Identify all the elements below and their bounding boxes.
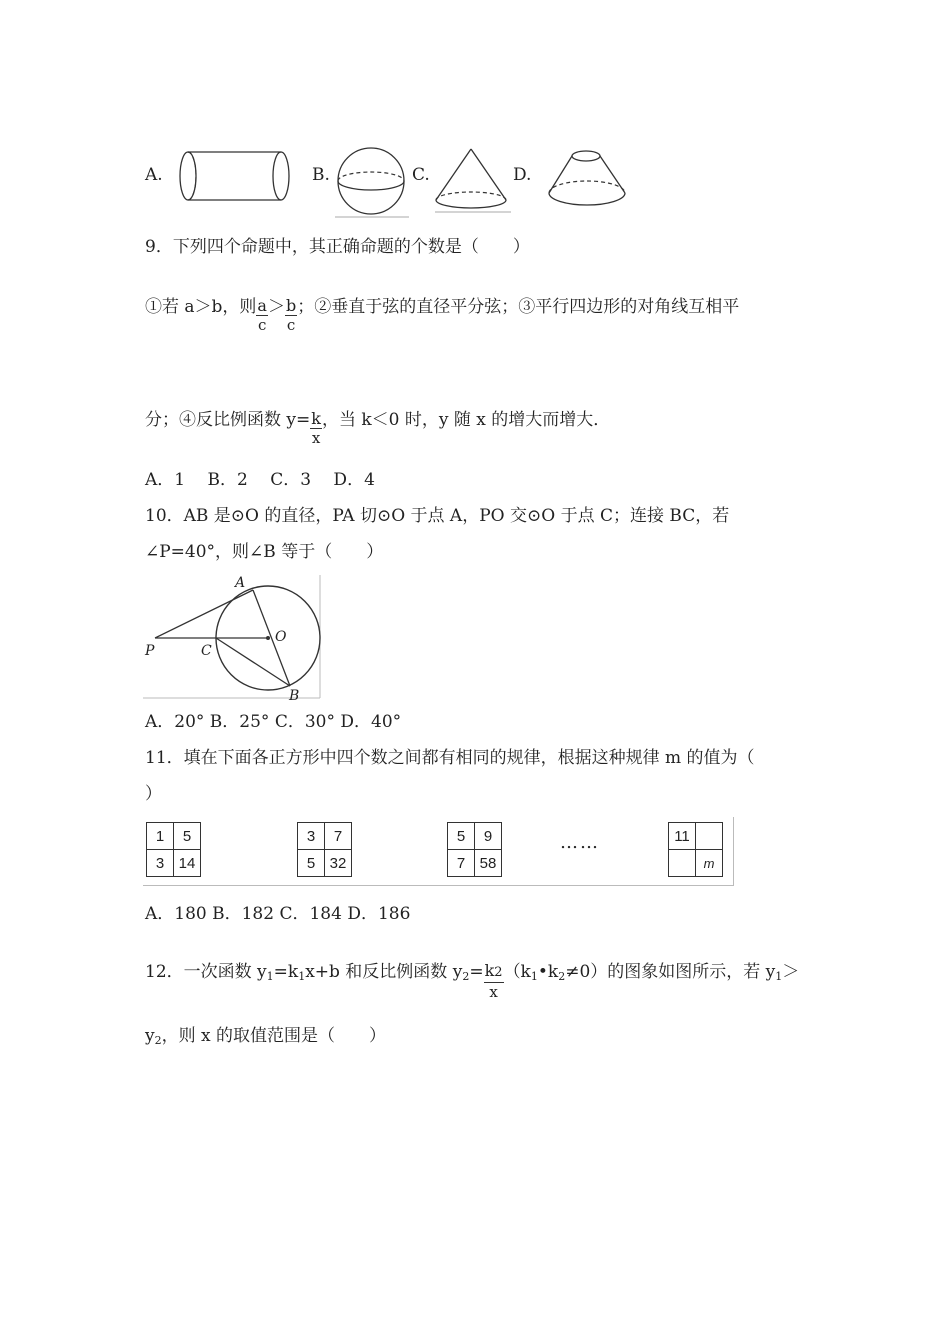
- numerator-k: k: [484, 961, 495, 980]
- point-c-label: C: [201, 643, 212, 659]
- square-cell: 7: [325, 823, 352, 850]
- q9-s1-pre: ①若 a＞b，则: [145, 297, 257, 317]
- square-cell: 7: [448, 850, 475, 877]
- q9-statement-line2: [145, 410, 610, 447]
- fraction-numerator: k: [311, 409, 321, 428]
- subscript: 1: [266, 970, 274, 983]
- square-cell: 9: [475, 823, 502, 850]
- fraction-denominator: x: [311, 429, 321, 447]
- q11-figure-border: [143, 817, 734, 886]
- square-cell: 14: [174, 850, 201, 877]
- q11-answers: A．180 B．182 C．184 D．186: [145, 904, 411, 924]
- subscript: 2: [462, 970, 470, 983]
- subscript: 2: [558, 970, 566, 983]
- subscript: 1: [298, 970, 306, 983]
- q12-text: =k: [273, 962, 299, 982]
- q12-text: •k: [537, 962, 559, 982]
- square-cell: 3: [147, 850, 174, 877]
- fraction-numerator: a: [257, 296, 267, 315]
- subscript: 2: [154, 1034, 162, 1047]
- q10-line2: ∠P=40°，则∠B 等于（ ）: [145, 542, 384, 562]
- fraction-a-over-c: [256, 297, 268, 334]
- q9-s2-pre: 分；④反比例函数 y=: [145, 410, 311, 430]
- square-cell: 5: [298, 850, 325, 877]
- number-square-3: [447, 822, 502, 877]
- square-cell: [696, 823, 723, 850]
- q12-text: y: [145, 1026, 155, 1046]
- fraction-k2-over-x: [484, 962, 504, 1001]
- q12-line1: [145, 962, 799, 1001]
- q12-text: ≠0）的图象如图所示，若 y: [565, 962, 776, 982]
- q9-stem: 9．下列四个命题中，其正确命题的个数是（ ）: [145, 237, 530, 257]
- q12-text: （k: [503, 962, 531, 982]
- square-cell: 58: [475, 850, 502, 877]
- cone-figure: [433, 146, 513, 214]
- q12-text: ，则 x 的取值范围是（ ）: [161, 1026, 387, 1046]
- q9-answers: A．1 B．2 C．3 D．4: [145, 470, 375, 490]
- q12-text: =: [469, 962, 484, 982]
- option-d-label: D.: [513, 165, 532, 185]
- square-cell: 32: [325, 850, 352, 877]
- q10-line1: 10．AB 是⊙O 的直径，PA 切⊙O 于点 A，PO 交⊙O 于点 C；连接 BC，若: [145, 506, 730, 526]
- square-cell: 5: [174, 823, 201, 850]
- ellipsis: ……: [560, 832, 600, 853]
- q12-line2: [145, 1026, 386, 1051]
- q9-s1-post: ；②垂直于弦的直径平分弦；③平行四边形的对角线互相平: [297, 297, 740, 317]
- fraction-numerator: [484, 962, 504, 983]
- number-square-last: [668, 822, 723, 877]
- fraction-denominator: c: [257, 316, 267, 334]
- point-b-label: B: [289, 688, 300, 704]
- square-cell: 5: [448, 823, 475, 850]
- cylinder-figure: [178, 148, 298, 206]
- number-square-1: [146, 822, 201, 877]
- greater-than: ＞: [267, 297, 285, 317]
- q12-text: 12．一次函数 y: [145, 962, 267, 982]
- q11-line1: 11．填在下面各正方形中四个数之间都有相同的规律，根据这种规律 m 的值为（: [145, 748, 755, 768]
- numerator-subscript: 2: [494, 965, 503, 980]
- number-square-2: [297, 822, 352, 877]
- fraction-denominator: x: [489, 983, 498, 1001]
- square-cell-m: m: [696, 850, 723, 877]
- frustum-figure: [545, 146, 635, 214]
- option-a-label: A.: [145, 165, 163, 185]
- point-o-label: O: [275, 629, 287, 645]
- square-cell: 3: [298, 823, 325, 850]
- sphere-figure: [333, 146, 413, 218]
- q12-text: ＞: [782, 962, 800, 982]
- fraction-k-over-x: [310, 410, 322, 447]
- q11-line2: ）: [145, 784, 162, 804]
- option-c-label: C.: [412, 165, 430, 185]
- square-cell: 1: [147, 823, 174, 850]
- q12-text: x+b 和反比例函数 y: [305, 962, 463, 982]
- subscript: 1: [530, 970, 538, 983]
- option-b-label: B.: [312, 165, 330, 185]
- subscript: 1: [775, 970, 783, 983]
- point-a-label: A: [235, 575, 246, 591]
- q9-s2-post: ，当 k＜0 时，y 随 x 的增大而增大．: [321, 410, 611, 430]
- square-cell: 11: [669, 823, 696, 850]
- circle-tangent-figure: [143, 573, 323, 703]
- fraction-numerator: b: [285, 296, 297, 315]
- q9-statement-line1: [145, 297, 739, 334]
- square-cell: [669, 850, 696, 877]
- fraction-b-over-c: [285, 297, 297, 334]
- point-p-label: P: [145, 643, 155, 659]
- q10-answers: A．20° B．25° C．30° D．40°: [145, 712, 402, 732]
- fraction-denominator: c: [286, 316, 296, 334]
